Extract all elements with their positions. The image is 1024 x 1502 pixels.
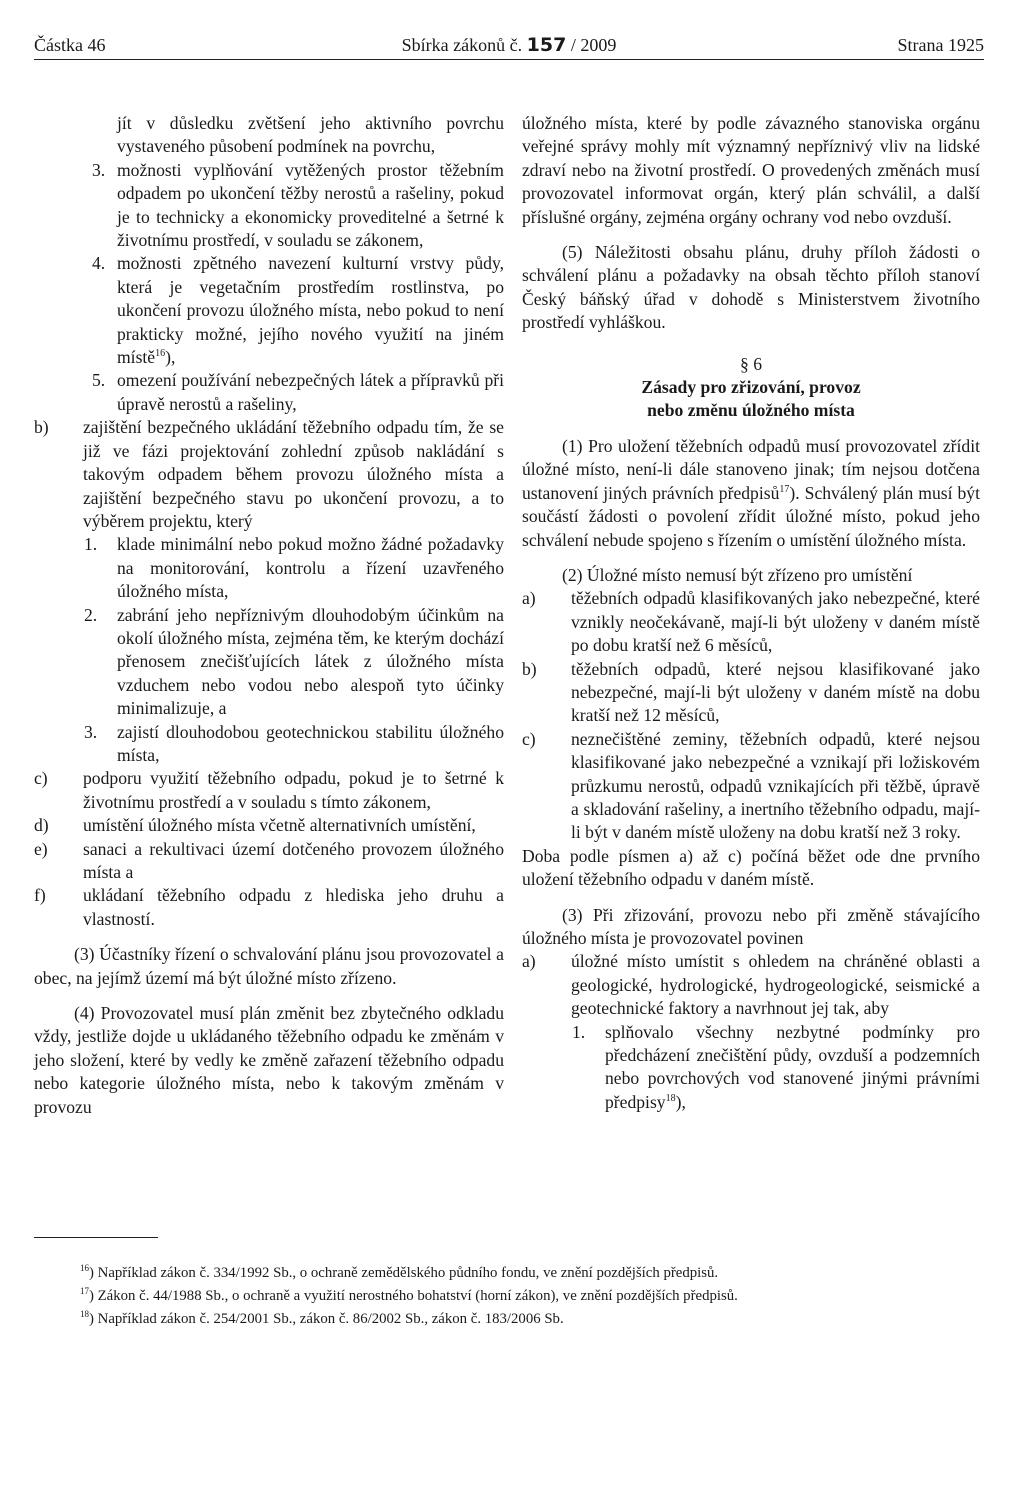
footnote-ref-16[interactable]: 16	[155, 348, 166, 360]
list-item-c: c) podporu využití těžebního odpadu, pokud je to šetrné k životnímu prostředí a v souladu s tímto zákonem,	[34, 768, 504, 812]
section-title-line-1: Zásady pro zřizování, provoz	[641, 377, 861, 398]
section-paragraph-2-tail: Doba podle písmen a) až c) počíná běžet ode dne prvního uložení těžebního odpadu v daném místě.	[522, 845, 980, 890]
list-item-2c: c) neznečištěné zeminy, těžebních odpadů, které nejsou klasifikované jako nebezpečné a vznikají při ložiskovém průzkumu nerostů, odpadů vznikajících při těžbě, úpravě a skladování rašeliny, a inertního těžebního odpadu, mají-li být v daném místě uloženy na dobu kratší než 3 roky.	[522, 728, 980, 843]
list-item-3: 3. možnosti vyplňování vytěžených prostor těžebním odpadem po ukončení těžby nerostů a rašeliny, pokud je to technicky a ekonomicky proveditelné a šetrné k životnímu prostředí, v souladu se zákonem,	[92, 159, 504, 251]
footnotes	[80, 1262, 960, 1331]
list-item-b2: 2. zabrání jeho nepříznivým dlouhodobým účinkům na okolí úložného místa, zejména těm, ke kterým dochází přenosem znečišťujících látek z úložného místa vzduchem nebo vodou nebo alespoň tyto účinky minimalizuje, a	[84, 604, 504, 719]
section-paragraph-1: (1) Pro uložení těžebních odpadů musí provozovatel zřídit úložné místo, není-li dále stanoveno jinak; tím nejsou dotčena ustanovení jiných právních předpisů$^{17}$). Schválený plán musí být součástí žádosti o povolení zřídit úložné místo, pokud jeho schválení nebude spojeno s řízením o umístění úložného místa.	[522, 435, 980, 550]
paragraph-4: (4) Provozovatel musí plán změnit bez zbytečného odkladu vždy, jestliže dojde u ukládaného těžebního odpadu ke změnám v jeho složení, které by vedly ke změně zařazení těžebního odpadu nebo kategorie úložného místa, nebo k takovým změnám v provozu	[34, 1003, 504, 1117]
footnote-18: $^{18}$) Například zákon č. 254/2001 Sb., zákon č. 86/2002 Sb., zákon č. 183/2006 Sb.	[80, 1309, 564, 1327]
footnote-16: $^{16}$) Například zákon č. 334/1992 Sb., o ochraně zemědělského půdního fondu, ve znění pozdějších předpisů.	[80, 1263, 719, 1281]
list-item-5: 5. omezení používání nebezpečných látek a přípravků při úpravě nerostů a rašeliny,	[92, 370, 504, 414]
list-item-e: e) sanaci a rekultivaci území dotčeného provozem úložného místa a	[34, 838, 504, 882]
paragraph-3: (3) Účastníky řízení o schvalování plánu jsou provozovatel a obec, na jejímž území má být úložné místo zřízeno.	[34, 944, 504, 988]
issue-part: Částka 46	[34, 35, 106, 55]
list-item-2a: a) těžebních odpadů klasifikovaných jako nebezpečné, které vznikly neočekávaně, mají-li být uloženy v daném místě po dobu kratší než 6 měsíců,	[522, 588, 980, 656]
list-item-3a1: 1. splňovalo všechny nezbytné podmínky pro předcházení znečištění půdy, ovzduší a podzemních nebo povrchových vod stanovené jinými právními předpisy$^{18}$),	[572, 1021, 980, 1112]
collection-prefix: Sbírka zákonů č.	[401, 35, 523, 55]
list-item-2b: b) těžebních odpadů, které nejsou klasifikované jako nebezpečné, mají-li být uloženy v daném místě na dobu kratší než 12 měsíců,	[522, 658, 980, 726]
list-item-d: d) umístění úložného místa včetně alternativních umístění,	[34, 815, 476, 836]
footnote-ref-18[interactable]: 18	[665, 1092, 676, 1104]
list-item-b3: 3. zajistí dlouhodobou geotechnickou stabilitu úložného místa,	[84, 721, 504, 765]
footnote-rule	[34, 1237, 158, 1238]
header-rule	[34, 59, 984, 60]
section-paragraph-3-intro: (3) Při zřizování, provozu nebo při změně stávajícího úložného místa je provozovatel povinen	[522, 904, 980, 948]
left-column	[34, 112, 504, 1119]
footnote-ref-17[interactable]: 17	[779, 483, 790, 495]
collection-title	[34, 34, 984, 57]
right-column	[522, 112, 980, 1114]
page-header	[34, 34, 984, 60]
page-number: Strana 1925	[897, 35, 984, 55]
list-item-3a: a) úložné místo umístit s ohledem na chráněné oblasti a geologické, hydrologické, hydrogeologické, seismické a geotechnické faktory a navrhnout jej tak, aby	[522, 951, 980, 1019]
section-paragraph-2-intro: (2) Úložné místo nemusí být zřízeno pro umístění	[562, 564, 913, 585]
list-item-4: 4. možnosti zpětného navezení kulturní vrstvy půdy, která je vegetačním prostředím rostlinstva, po ukončení provozu úložného místa, nebo pokud to není prakticky možné, jejího nového využití na jiném místě$^{16}$),	[92, 253, 504, 368]
list-item-b1: 1. klade minimální nebo pokud možno žádné požadavky na monitorování, kontrolu a řízení uzavřeného úložného místa,	[84, 534, 504, 602]
collection-year: / 2009	[570, 35, 617, 55]
continued-paragraph: úložného místa, které by podle závazného stanoviska orgánu veřejné správy mohly mít významný nepříznivý vliv na lidské zdraví nebo na životní prostředí. O provedených změnách musí provozovatel informovat orgán, který plán schválil, a další příslušné orgány, zejména orgány ochrany vod nebo ovzduší.	[522, 113, 980, 227]
section-title-line-2: nebo změnu úložného místa	[647, 400, 855, 421]
collection-number: 157	[526, 34, 567, 56]
paragraph-5: (5) Náležitosti obsahu plánu, druhy příloh žádosti o schválení plánu a požadavky na obsah těchto příloh stanoví Český báňský úřad v dohodě s Ministerstvem životního prostředí vyhláškou.	[522, 242, 980, 333]
continued-item: jít v důsledku zvětšení jeho aktivního povrchu vystaveného působení podmínek na povrchu,	[117, 113, 504, 157]
list-item-f: f) ukládaní těžebního odpadu z hlediska jeho druhu a vlastností.	[34, 885, 504, 929]
list-item-b: b) zajištění bezpečného ukládání těžebního odpadu tím, že se již ve fázi projektování zohlední způsob nakládání s takovým odpadem během provozu úložného místa a zajištění bezpečného stavu po ukončení provozu, a to výběrem projektu, který	[34, 417, 504, 531]
section-number: § 6	[740, 353, 762, 374]
footnote-17: $^{17}$) Zákon č. 44/1988 Sb., o ochraně a využití nerostného bohatství (horní zákon), ve znění pozdějších předpisů.	[80, 1286, 738, 1304]
